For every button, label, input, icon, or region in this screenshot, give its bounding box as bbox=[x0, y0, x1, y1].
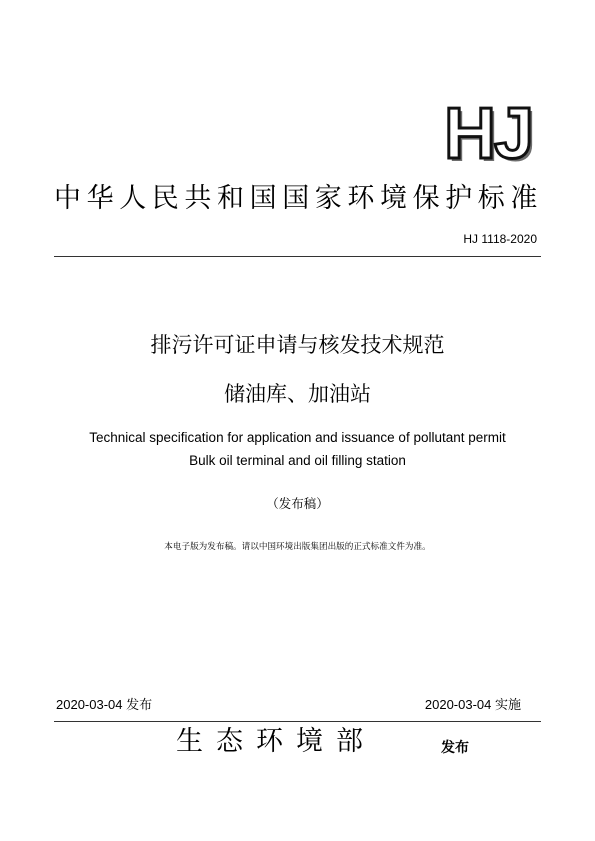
top-divider bbox=[54, 256, 541, 257]
bottom-divider bbox=[54, 721, 541, 722]
draft-label: （发布稿） bbox=[266, 496, 329, 511]
issuing-ministry: 生态环境部 bbox=[176, 726, 376, 757]
hj-logo: HJ bbox=[444, 94, 533, 174]
issue-label: 发布 bbox=[441, 740, 469, 756]
main-title-cn: 排污许可证申请与核发技术规范 bbox=[150, 333, 445, 357]
sub-title-cn: 储油库、加油站 bbox=[224, 382, 371, 406]
main-title-en: Technical specification for application and issuance of pollutant permit bbox=[89, 430, 506, 445]
edition-notice: 本电子版为发布稿。请以中国环境出版集团出版的正式标准文件为准。 bbox=[164, 542, 431, 552]
sub-title-en: Bulk oil terminal and oil filling station bbox=[189, 453, 406, 468]
standard-code: HJ 1118-2020 bbox=[463, 232, 537, 246]
standard-type-title: 中华人民共和国国家环境保护标准 bbox=[54, 183, 543, 214]
publish-date: 2020-03-04 发布 bbox=[56, 697, 153, 712]
implement-date: 2020-03-04 实施 bbox=[424, 697, 521, 712]
